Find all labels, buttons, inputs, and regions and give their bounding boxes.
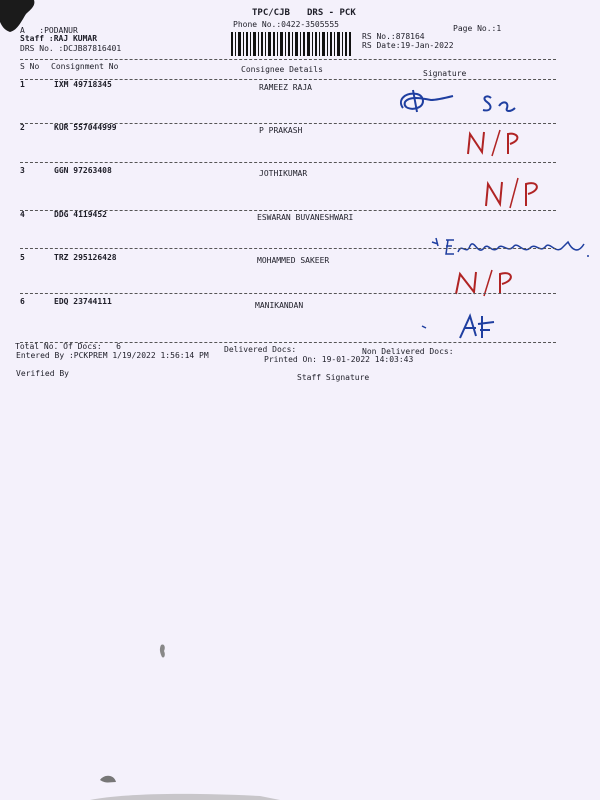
row-2-consignment: KUR 557044999	[54, 123, 117, 132]
row-1-signature-scribble	[395, 86, 535, 120]
row-3-consignment: GGN 97263408	[54, 166, 112, 175]
row-1-consignee: RAMEEZ RAJA	[259, 83, 312, 92]
row-1-sno: 1	[20, 80, 25, 89]
row-3-signature-np	[482, 176, 552, 210]
row-3-sno: 3	[20, 166, 25, 175]
staff-name: Staff :RAJ KUMAR	[20, 34, 98, 43]
verified-by: Verified By	[16, 369, 69, 378]
row-2-divider	[20, 162, 556, 163]
header-divider	[20, 59, 556, 60]
row-3-consignee: JOTHIKUMAR	[259, 169, 308, 178]
row-2-sno: 2	[20, 123, 25, 132]
row-2-consignee: P PRAKASH	[259, 126, 303, 135]
row-4-sno: 4	[20, 210, 25, 219]
row-5-divider	[20, 293, 556, 294]
col-consignment: Consignment No	[51, 62, 119, 71]
row-5-sno: 5	[20, 253, 25, 262]
row-4-signature-handwritten	[428, 234, 593, 260]
row-5-consignee: MOHAMMED SAKEER	[257, 256, 330, 265]
non-delivered-docs: Non Delivered Docs:	[362, 347, 454, 356]
document-title: DRS - PCK	[307, 8, 356, 18]
barcode	[231, 32, 351, 56]
col-consignee: Consignee Details	[241, 65, 323, 74]
row-6-consignment: EDQ 23744111	[54, 297, 112, 306]
row-6-sno: 6	[20, 297, 25, 306]
entered-by: Entered By :PCKPREM 1/19/2022 1:56:14 PM	[16, 351, 209, 360]
drs-number: DRS No. :DCJB87816401	[20, 44, 122, 53]
area-label: A :PODANUR	[20, 26, 78, 35]
col-sno: S No	[20, 62, 40, 71]
scan-speck	[158, 643, 168, 661]
rs-date: RS Date:19-Jan-2022	[362, 41, 454, 50]
row-6-consignee: MANIKANDAN	[255, 301, 304, 310]
page-number: Page No.:1	[453, 24, 502, 33]
company-code: TPC/CJB	[252, 8, 290, 18]
row-4-consignment: DDG 4119452	[54, 210, 107, 219]
phone-number: Phone No.:0422-3505555	[233, 20, 339, 29]
col-signature: Signature	[423, 69, 467, 78]
printed-on: Printed On: 19-01-2022 14:03:43	[264, 355, 414, 364]
row-4-divider	[20, 248, 556, 249]
scan-edge-smudge	[60, 768, 300, 800]
row-6-signature-initials	[418, 312, 508, 342]
row-1-consignment: IXM 49718345	[54, 80, 112, 89]
row-5-consignment: TRZ 295126428	[54, 253, 117, 262]
row-2-signature-np	[464, 128, 534, 158]
row-4-consignee: ESWARAN BUVANESHWARI	[257, 213, 354, 222]
staff-signature-label: Staff Signature	[297, 373, 370, 382]
rs-number: RS No.:878164	[362, 32, 425, 41]
total-docs: Total No. Of Docs: 6	[15, 342, 121, 351]
delivered-docs: Delivered Docs:	[224, 345, 297, 354]
